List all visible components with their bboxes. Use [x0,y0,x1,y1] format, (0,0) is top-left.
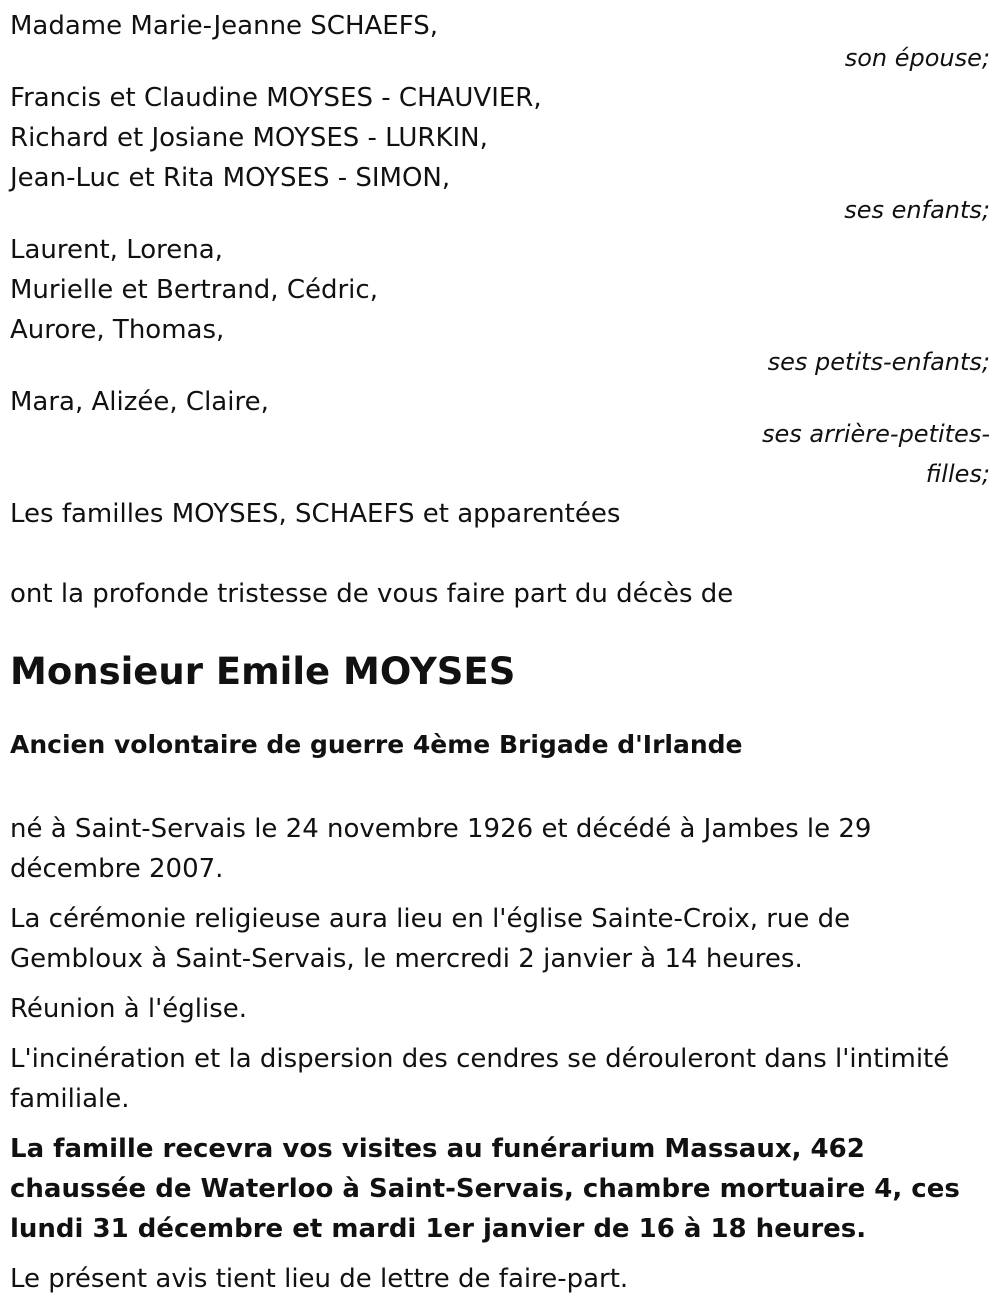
great-grandchildren-relation-line1: ses arrière-petites- [762,420,990,448]
grandchildren-section [10,230,990,382]
families-line: Les familles MOYSES, SCHAEFS et apparentées [10,499,621,529]
grandchildren-name-1: Laurent, Lorena, [10,235,223,265]
great-grandchildren-section [10,382,990,494]
children-section [10,78,990,230]
cremation-paragraph: L'incinération et la dispersion des cendres se dérouleront dans l'intimité familiale. [10,1044,950,1114]
announcement-line: ont la profonde tristesse de vous faire part du décès de [10,579,734,609]
children-name-3: Jean-Luc et Rita MOYSES - SIMON, [10,163,451,193]
great-grandchildren-relation-line2: filles; [925,460,990,488]
spouse-section [10,0,990,78]
children-name-2: Richard et Josiane MOYSES - LURKIN, [10,123,488,153]
deceased-title: Ancien volontaire de guerre 4ème Brigade d'Irlande [10,730,743,759]
grandchildren-name-2: Murielle et Bertrand, Cédric, [10,275,378,305]
children-name-1: Francis et Claudine MOYSES - CHAUVIER, [10,83,542,113]
grandchildren-relation: ses petits-enfants; [767,348,990,376]
children-relation: ses enfants; [844,196,990,224]
great-grandchildren-name-1: Mara, Alizée, Claire, [10,387,269,417]
birth-death-paragraph: né à Saint-Servais le 24 novembre 1926 et décédé à Jambes le 29 décembre 2007. [10,814,872,884]
visits-paragraph: La famille recevra vos visites au funérarium Massaux, 462 chaussée de Waterloo à Saint-Servais, chambre mortuaire 4, ces lundi 31 décembre et mardi 1er janvier de 16 à 18 heures. [10,1134,960,1244]
notice-paragraph: Le présent avis tient lieu de lettre de faire-part. [10,1264,629,1294]
deceased-name: Monsieur Emile MOYSES [10,650,516,693]
spouse-relation: son épouse; [844,44,990,72]
ceremony-paragraph: La cérémonie religieuse aura lieu en l'église Sainte-Croix, rue de Gembloux à Saint-Servais, le mercredi 2 janvier à 14 heures. [10,904,851,974]
spouse-name: Madame Marie-Jeanne SCHAEFS, [10,11,438,41]
grandchildren-name-3: Aurore, Thomas, [10,315,225,345]
meeting-paragraph: Réunion à l'église. [10,994,248,1024]
